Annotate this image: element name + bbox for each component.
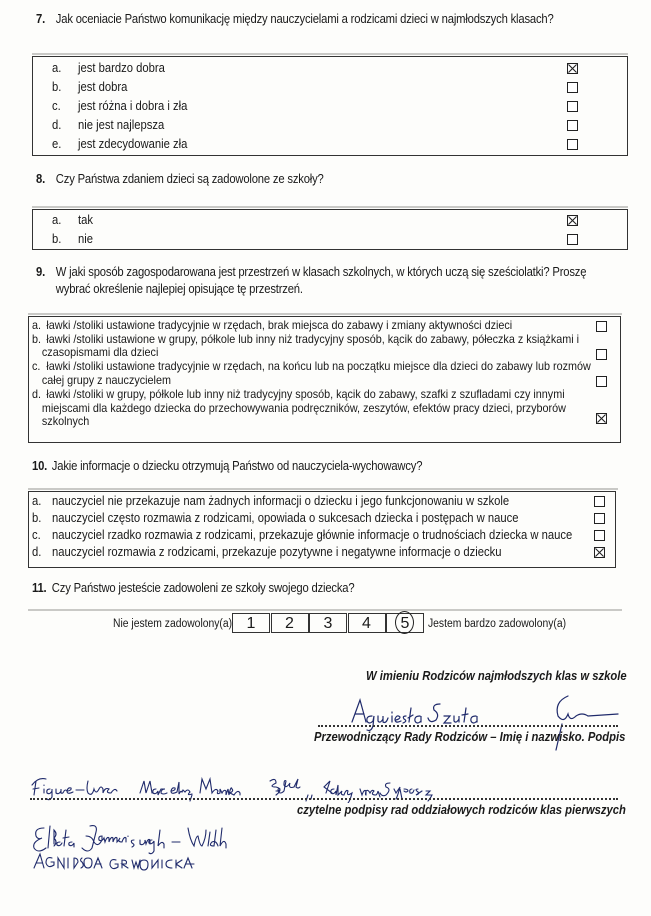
chair-signature-label: Przewodniczący Rady Rodziców – Imię i nazwisko. Podpis bbox=[314, 730, 626, 744]
option-label: nauczyciel rzadko rozmawia z rodzicami, przekazuje głównie informacje o trudnościach dziecka w nauce bbox=[51, 528, 573, 542]
option-checkbox[interactable] bbox=[567, 63, 578, 74]
question-number: 10. bbox=[32, 459, 48, 473]
option-letter: c. bbox=[32, 359, 41, 374]
option-checkbox[interactable] bbox=[594, 496, 605, 507]
check-x-mark-icon bbox=[568, 64, 577, 73]
option-checkbox[interactable] bbox=[567, 139, 578, 150]
option-label: nauczyciel nie przekazuje nam żadnych informacji o dziecku i jego funkcjonowaniu w szkole bbox=[51, 494, 510, 508]
option-label: jest dobra bbox=[77, 80, 128, 94]
option-checkbox[interactable] bbox=[567, 215, 578, 226]
question-text: Czy Państwa zdaniem dzieci są zadowolone ze szkoły? bbox=[55, 172, 324, 186]
question-number: 11. bbox=[32, 581, 47, 595]
option-letter: c. bbox=[32, 528, 41, 542]
class-reps-signature-label: czytelne podpisy rad oddziałowych rodziców klas pierwszych bbox=[297, 803, 626, 817]
option-row bbox=[52, 213, 93, 227]
option-label: nauczyciel rozmawia z rodzicami, przekazuje pozytywne i negatywne informacje o dziecku bbox=[51, 545, 502, 559]
option-label-line-1: ławki /stoliki w grupy, półkole lub inny niż tradycyjny sposób, kącik do zabawy, szafki z szufladami czy innymi bbox=[46, 387, 565, 401]
q8-options-box bbox=[32, 209, 628, 250]
option-letter: d. bbox=[32, 387, 42, 401]
option-letter: e. bbox=[52, 137, 62, 151]
question-7 bbox=[36, 12, 554, 26]
option-label-line-2: całej grupy z nauczycielem bbox=[41, 372, 171, 387]
option-label: tak bbox=[77, 213, 94, 227]
option-label: nie bbox=[77, 232, 94, 246]
class-reps-signatures-line2 bbox=[30, 820, 290, 890]
divider bbox=[32, 206, 628, 208]
option-checkbox[interactable] bbox=[596, 321, 607, 332]
option-label: nauczyciel często rozmawia z rodzicami, opowiada o sukcesach dziecka i postępach w nauce bbox=[51, 511, 519, 525]
option-row bbox=[52, 137, 187, 151]
option-row bbox=[52, 232, 93, 246]
divider bbox=[28, 609, 622, 611]
question-number: 8. bbox=[36, 172, 46, 186]
question-number: 7. bbox=[36, 12, 46, 26]
question-10 bbox=[32, 459, 422, 473]
option-label-line-2: czasopismami dla dzieci bbox=[41, 345, 159, 360]
question-text: Jak oceniacie Państwo komunikację między nauczycielami a rodzicami dzieci w najmłodszych klasach? bbox=[55, 12, 554, 26]
option-row bbox=[32, 333, 622, 360]
on-behalf-heading: W imieniu Rodziców najmłodszych klas w szkole bbox=[366, 669, 627, 683]
option-checkbox[interactable] bbox=[594, 530, 605, 541]
option-row bbox=[32, 545, 502, 559]
question-text: Czy Państwo jesteście zadowoleni ze szkoły swojego dziecka? bbox=[51, 581, 355, 595]
option-letter: a. bbox=[32, 494, 42, 508]
option-checkbox[interactable] bbox=[567, 120, 578, 131]
option-label: jest bardzo dobra bbox=[77, 61, 165, 75]
option-label-line-1: ławki /stoliki ustawione w grupy, półkole lub inny niż tradycyjny sposób, kącik do zabawy, półeczka z książkami i bbox=[46, 331, 580, 346]
divider bbox=[28, 313, 622, 315]
scale-high-label: Jestem bardzo zadowolony(a) bbox=[428, 618, 567, 630]
option-label-line-1: ławki /stoliki ustawione tradycyjnie w rzędach, na końcu lub na początku miejsce dla dzieci do zabawy lub rozmów bbox=[46, 359, 591, 374]
option-row bbox=[52, 99, 187, 113]
option-label: nie jest najlepsza bbox=[77, 118, 165, 132]
question-text-line2: wybrać określenie najlepiej opisujące tę przestrzeń. bbox=[55, 282, 303, 296]
option-row bbox=[52, 80, 127, 94]
selected-circle-mark bbox=[395, 611, 414, 634]
option-letter: a. bbox=[32, 318, 42, 332]
scale-option-3[interactable]: 3 bbox=[309, 613, 347, 633]
option-label-line-1: ławki /stoliki ustawione tradycyjnie w rzędach, brak miejsca do zabawy i zmiany aktywności dzieci bbox=[46, 318, 513, 332]
option-checkbox[interactable] bbox=[567, 101, 578, 112]
option-letter: b. bbox=[52, 232, 62, 246]
question-number: 9. bbox=[36, 265, 46, 279]
option-row bbox=[32, 360, 622, 387]
option-row bbox=[32, 388, 622, 429]
option-letter: a. bbox=[52, 61, 62, 75]
option-label-line-2: miejscami dla każdego dziecka do przechowywania podręczników, zeszytów, efektów pracy dzieci, przyborów bbox=[41, 400, 566, 415]
option-checkbox[interactable] bbox=[596, 349, 607, 360]
scale-option-2[interactable]: 2 bbox=[271, 613, 309, 633]
check-x-mark-icon bbox=[595, 548, 604, 557]
chair-signature-line bbox=[318, 725, 618, 727]
option-label-line-3: szkolnych bbox=[41, 414, 90, 428]
check-x-mark-icon bbox=[597, 414, 606, 423]
divider bbox=[28, 488, 618, 490]
option-letter: b. bbox=[32, 331, 42, 346]
option-letter: c. bbox=[52, 99, 61, 113]
option-checkbox[interactable] bbox=[594, 513, 605, 524]
option-row bbox=[32, 528, 572, 542]
option-checkbox[interactable] bbox=[567, 82, 578, 93]
question-11 bbox=[32, 581, 354, 595]
option-label: jest zdecydowanie zła bbox=[77, 137, 188, 151]
option-checkbox[interactable] bbox=[594, 547, 605, 558]
option-checkbox[interactable] bbox=[567, 234, 578, 245]
option-row bbox=[32, 511, 518, 525]
scale-option-1[interactable]: 1 bbox=[232, 613, 270, 633]
check-x-mark-icon bbox=[568, 216, 577, 225]
option-letter: a. bbox=[52, 213, 62, 227]
scale-option-5[interactable]: 5 bbox=[386, 613, 424, 633]
question-9 bbox=[36, 264, 586, 298]
question-text-line1: W jaki sposób zagospodarowana jest przestrzeń w klasach szkolnych, w których uczą się sześciolatki? Proszę bbox=[55, 265, 587, 279]
option-letter: d. bbox=[32, 545, 42, 559]
option-row bbox=[32, 494, 509, 508]
option-letter: b. bbox=[32, 511, 42, 525]
scale-option-4[interactable]: 4 bbox=[348, 613, 386, 633]
option-checkbox[interactable] bbox=[596, 413, 607, 424]
class-reps-signature-line bbox=[30, 798, 618, 800]
divider bbox=[32, 53, 628, 55]
option-checkbox[interactable] bbox=[596, 376, 607, 387]
option-row bbox=[52, 118, 164, 132]
option-row bbox=[32, 319, 622, 333]
option-letter: b. bbox=[52, 80, 62, 94]
question-text: Jakie informacje o dziecku otrzymują Państwo od nauczyciela-wychowawcy? bbox=[51, 459, 423, 473]
scale-low-label: Nie jestem zadowolony(a) bbox=[113, 618, 233, 630]
option-letter: d. bbox=[52, 118, 62, 132]
question-8 bbox=[36, 172, 324, 186]
option-row bbox=[52, 61, 165, 75]
option-label: jest różna i dobra i zła bbox=[77, 99, 188, 113]
